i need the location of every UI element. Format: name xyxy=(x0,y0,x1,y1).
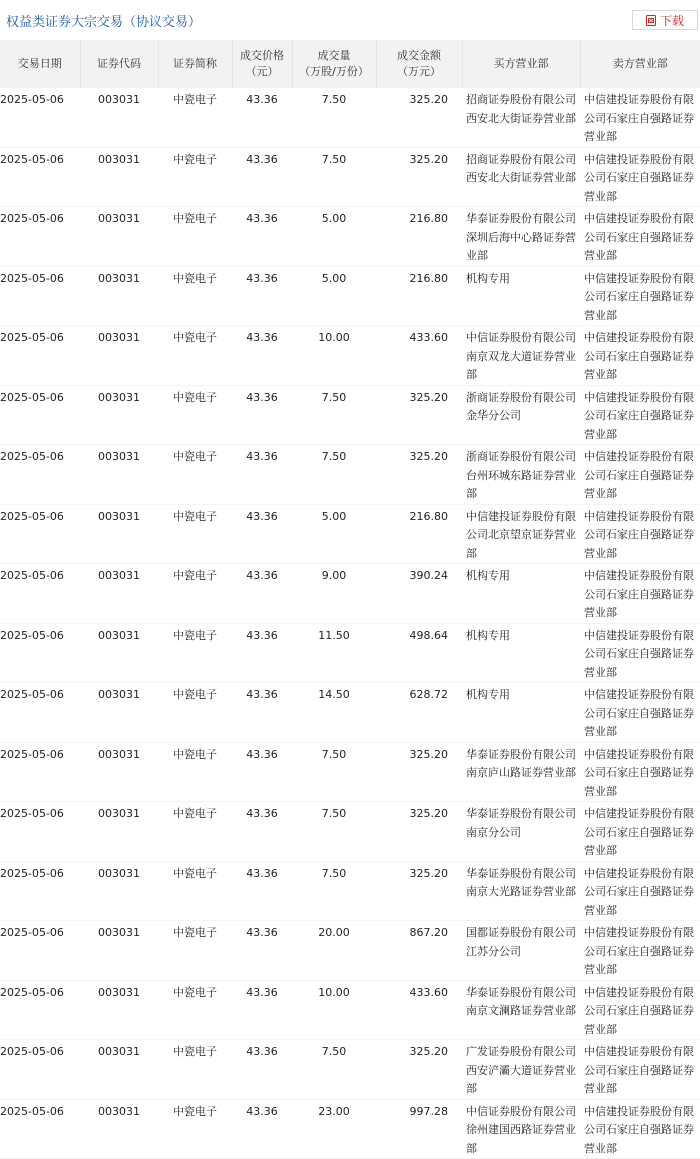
col-header-volume: 成交量 （万股/万份） xyxy=(292,40,376,88)
trade-volume: 7.50 xyxy=(292,1040,376,1100)
trade-volume: 10.00 xyxy=(292,980,376,1040)
seller-branch: 中信建投证券股份有限公司石家庄自强路证券营业部 xyxy=(580,504,700,564)
col-header-amount: 成交金额 （万元） xyxy=(376,40,462,88)
seller-branch: 中信建投证券股份有限公司石家庄自强路证券营业部 xyxy=(580,742,700,802)
seller-branch: 中信建投证券股份有限公司石家庄自强路证券营业部 xyxy=(580,802,700,862)
trade-price: 43.36 xyxy=(232,445,292,505)
security-code: 003031 xyxy=(80,147,158,207)
trade-date: 2025-05-06 xyxy=(0,742,80,802)
security-code: 003031 xyxy=(80,326,158,386)
table-row xyxy=(0,207,700,267)
trade-date: 2025-05-06 xyxy=(0,266,80,326)
table-row xyxy=(0,445,700,505)
table-row xyxy=(0,504,700,564)
trade-price: 43.36 xyxy=(232,564,292,624)
table-body xyxy=(0,88,700,1159)
trade-date: 2025-05-06 xyxy=(0,802,80,862)
trade-price: 43.36 xyxy=(232,861,292,921)
security-name: 中瓷电子 xyxy=(158,802,232,862)
seller-branch: 中信建投证券股份有限公司石家庄自强路证券营业部 xyxy=(580,980,700,1040)
seller-branch: 中信建投证券股份有限公司石家庄自强路证券营业部 xyxy=(580,623,700,683)
security-code: 003031 xyxy=(80,564,158,624)
col-header-seller: 卖方营业部 xyxy=(580,40,700,88)
trade-volume: 7.50 xyxy=(292,445,376,505)
security-name: 中瓷电子 xyxy=(158,266,232,326)
table-row xyxy=(0,266,700,326)
trade-price: 43.36 xyxy=(232,742,292,802)
security-name: 中瓷电子 xyxy=(158,207,232,267)
table-row xyxy=(0,326,700,386)
trade-volume: 11.50 xyxy=(292,623,376,683)
buyer-branch: 中信证券股份有限公司徐州建国西路证券营业部 xyxy=(462,1099,580,1159)
trade-date: 2025-05-06 xyxy=(0,1040,80,1100)
table-header-row xyxy=(0,40,700,88)
buyer-branch: 浙商证券股份有限公司金华分公司 xyxy=(462,385,580,445)
seller-branch: 中信建投证券股份有限公司石家庄自强路证券营业部 xyxy=(580,385,700,445)
buyer-branch: 招商证券股份有限公司西安北大街证券营业部 xyxy=(462,88,580,147)
security-name: 中瓷电子 xyxy=(158,326,232,386)
security-code: 003031 xyxy=(80,1040,158,1100)
trade-price: 43.36 xyxy=(232,266,292,326)
seller-branch: 中信建投证券股份有限公司石家庄自强路证券营业部 xyxy=(580,1040,700,1100)
trade-amount: 216.80 xyxy=(376,266,462,326)
buyer-branch: 中信证券股份有限公司南京双龙大道证券营业部 xyxy=(462,326,580,386)
buyer-branch: 国都证券股份有限公司江苏分公司 xyxy=(462,921,580,981)
buyer-branch: 浙商证券股份有限公司台州环城东路证券营业部 xyxy=(462,445,580,505)
trade-date: 2025-05-06 xyxy=(0,921,80,981)
table-row xyxy=(0,564,700,624)
seller-branch: 中信建投证券股份有限公司石家庄自强路证券营业部 xyxy=(580,147,700,207)
trade-volume: 20.00 xyxy=(292,921,376,981)
trade-price: 43.36 xyxy=(232,980,292,1040)
trade-price: 43.36 xyxy=(232,1040,292,1100)
seller-branch: 中信建投证券股份有限公司石家庄自强路证券营业部 xyxy=(580,861,700,921)
security-name: 中瓷电子 xyxy=(158,1099,232,1159)
trade-amount: 325.20 xyxy=(376,742,462,802)
trade-price: 43.36 xyxy=(232,207,292,267)
table-row xyxy=(0,742,700,802)
security-code: 003031 xyxy=(80,742,158,802)
trade-price: 43.36 xyxy=(232,802,292,862)
col-header-code: 证券代码 xyxy=(80,40,158,88)
buyer-branch: 华泰证券股份有限公司南京大光路证券营业部 xyxy=(462,861,580,921)
trade-amount: 628.72 xyxy=(376,683,462,743)
trade-price: 43.36 xyxy=(232,623,292,683)
trade-amount: 325.20 xyxy=(376,861,462,921)
download-label: 下载 xyxy=(659,13,684,28)
table-row xyxy=(0,1040,700,1100)
security-name: 中瓷电子 xyxy=(158,564,232,624)
table-row xyxy=(0,980,700,1040)
table-row xyxy=(0,921,700,981)
trade-date: 2025-05-06 xyxy=(0,683,80,743)
trade-amount: 433.60 xyxy=(376,326,462,386)
table-row xyxy=(0,802,700,862)
page-title: 权益类证券大宗交易（协议交易） xyxy=(6,15,202,30)
trade-volume: 9.00 xyxy=(292,564,376,624)
trade-price: 43.36 xyxy=(232,326,292,386)
trade-amount: 997.28 xyxy=(376,1099,462,1159)
trade-volume: 5.00 xyxy=(292,504,376,564)
trade-volume: 7.50 xyxy=(292,147,376,207)
security-code: 003031 xyxy=(80,385,158,445)
security-code: 003031 xyxy=(80,980,158,1040)
seller-branch: 中信建投证券股份有限公司石家庄自强路证券营业部 xyxy=(580,564,700,624)
trade-date: 2025-05-06 xyxy=(0,207,80,267)
trade-amount: 325.20 xyxy=(376,88,462,147)
seller-branch: 中信建投证券股份有限公司石家庄自强路证券营业部 xyxy=(580,445,700,505)
security-name: 中瓷电子 xyxy=(158,683,232,743)
security-name: 中瓷电子 xyxy=(158,921,232,981)
trade-amount: 216.80 xyxy=(376,504,462,564)
trade-date: 2025-05-06 xyxy=(0,147,80,207)
security-name: 中瓷电子 xyxy=(158,88,232,147)
col-header-price: 成交价格 （元） xyxy=(232,40,292,88)
buyer-branch: 华泰证券股份有限公司深圳后海中心路证券营业部 xyxy=(462,207,580,267)
trade-amount: 325.20 xyxy=(376,802,462,862)
trade-price: 43.36 xyxy=(232,88,292,147)
trade-volume: 7.50 xyxy=(292,88,376,147)
security-code: 003031 xyxy=(80,861,158,921)
download-button[interactable] xyxy=(632,10,698,30)
table-row xyxy=(0,683,700,743)
security-name: 中瓷电子 xyxy=(158,445,232,505)
trade-volume: 23.00 xyxy=(292,1099,376,1159)
security-code: 003031 xyxy=(80,207,158,267)
security-code: 003031 xyxy=(80,445,158,505)
buyer-branch: 机构专用 xyxy=(462,564,580,624)
buyer-branch: 机构专用 xyxy=(462,266,580,326)
trade-price: 43.36 xyxy=(232,147,292,207)
trade-volume: 5.00 xyxy=(292,266,376,326)
trade-price: 43.36 xyxy=(232,1099,292,1159)
security-name: 中瓷电子 xyxy=(158,623,232,683)
buyer-branch: 招商证券股份有限公司西安北大街证券营业部 xyxy=(462,147,580,207)
table-row xyxy=(0,385,700,445)
excel-file-icon xyxy=(646,15,656,26)
trade-volume: 5.00 xyxy=(292,207,376,267)
trade-volume: 7.50 xyxy=(292,385,376,445)
trade-volume: 10.00 xyxy=(292,326,376,386)
trade-date: 2025-05-06 xyxy=(0,504,80,564)
col-header-name: 证券简称 xyxy=(158,40,232,88)
buyer-branch: 华泰证券股份有限公司南京文澜路证券营业部 xyxy=(462,980,580,1040)
trade-amount: 498.64 xyxy=(376,623,462,683)
security-code: 003031 xyxy=(80,504,158,564)
trade-amount: 390.24 xyxy=(376,564,462,624)
trade-price: 43.36 xyxy=(232,683,292,743)
trade-volume: 7.50 xyxy=(292,802,376,862)
security-code: 003031 xyxy=(80,623,158,683)
seller-branch: 中信建投证券股份有限公司石家庄自强路证券营业部 xyxy=(580,207,700,267)
buyer-branch: 广发证券股份有限公司西安浐灞大道证券营业部 xyxy=(462,1040,580,1100)
security-code: 003031 xyxy=(80,921,158,981)
security-name: 中瓷电子 xyxy=(158,861,232,921)
table-row xyxy=(0,861,700,921)
trade-amount: 325.20 xyxy=(376,147,462,207)
trade-date: 2025-05-06 xyxy=(0,861,80,921)
security-name: 中瓷电子 xyxy=(158,385,232,445)
page-header xyxy=(0,0,700,40)
seller-branch: 中信建投证券股份有限公司石家庄自强路证券营业部 xyxy=(580,921,700,981)
trade-volume: 7.50 xyxy=(292,742,376,802)
table-row xyxy=(0,1099,700,1159)
trade-volume: 7.50 xyxy=(292,861,376,921)
security-code: 003031 xyxy=(80,1099,158,1159)
table-row xyxy=(0,147,700,207)
security-name: 中瓷电子 xyxy=(158,147,232,207)
block-trade-table xyxy=(0,40,700,1159)
security-code: 003031 xyxy=(80,683,158,743)
trade-amount: 867.20 xyxy=(376,921,462,981)
security-name: 中瓷电子 xyxy=(158,504,232,564)
buyer-branch: 华泰证券股份有限公司南京庐山路证券营业部 xyxy=(462,742,580,802)
seller-branch: 中信建投证券股份有限公司石家庄自强路证券营业部 xyxy=(580,683,700,743)
col-header-date: 交易日期 xyxy=(0,40,80,88)
trade-date: 2025-05-06 xyxy=(0,88,80,147)
seller-branch: 中信建投证券股份有限公司石家庄自强路证券营业部 xyxy=(580,326,700,386)
trade-date: 2025-05-06 xyxy=(0,623,80,683)
trade-date: 2025-05-06 xyxy=(0,326,80,386)
col-header-buyer: 买方营业部 xyxy=(462,40,580,88)
seller-branch: 中信建投证券股份有限公司石家庄自强路证券营业部 xyxy=(580,266,700,326)
security-name: 中瓷电子 xyxy=(158,980,232,1040)
buyer-branch: 华泰证券股份有限公司南京分公司 xyxy=(462,802,580,862)
trade-volume: 14.50 xyxy=(292,683,376,743)
security-name: 中瓷电子 xyxy=(158,742,232,802)
trade-date: 2025-05-06 xyxy=(0,980,80,1040)
security-name: 中瓷电子 xyxy=(158,1040,232,1100)
security-code: 003031 xyxy=(80,266,158,326)
buyer-branch: 机构专用 xyxy=(462,623,580,683)
trade-amount: 325.20 xyxy=(376,385,462,445)
seller-branch: 中信建投证券股份有限公司石家庄自强路证券营业部 xyxy=(580,1099,700,1159)
seller-branch: 中信建投证券股份有限公司石家庄自强路证券营业部 xyxy=(580,88,700,147)
trade-amount: 325.20 xyxy=(376,1040,462,1100)
trade-price: 43.36 xyxy=(232,504,292,564)
table-row xyxy=(0,623,700,683)
trade-amount: 325.20 xyxy=(376,445,462,505)
trade-date: 2025-05-06 xyxy=(0,564,80,624)
buyer-branch: 机构专用 xyxy=(462,683,580,743)
trade-price: 43.36 xyxy=(232,921,292,981)
trade-amount: 433.60 xyxy=(376,980,462,1040)
security-code: 003031 xyxy=(80,88,158,147)
trade-date: 2025-05-06 xyxy=(0,445,80,505)
trade-date: 2025-05-06 xyxy=(0,1099,80,1159)
security-code: 003031 xyxy=(80,802,158,862)
trade-amount: 216.80 xyxy=(376,207,462,267)
table-row xyxy=(0,88,700,147)
trade-price: 43.36 xyxy=(232,385,292,445)
buyer-branch: 中信建投证券股份有限公司北京望京证券营业部 xyxy=(462,504,580,564)
trade-date: 2025-05-06 xyxy=(0,385,80,445)
